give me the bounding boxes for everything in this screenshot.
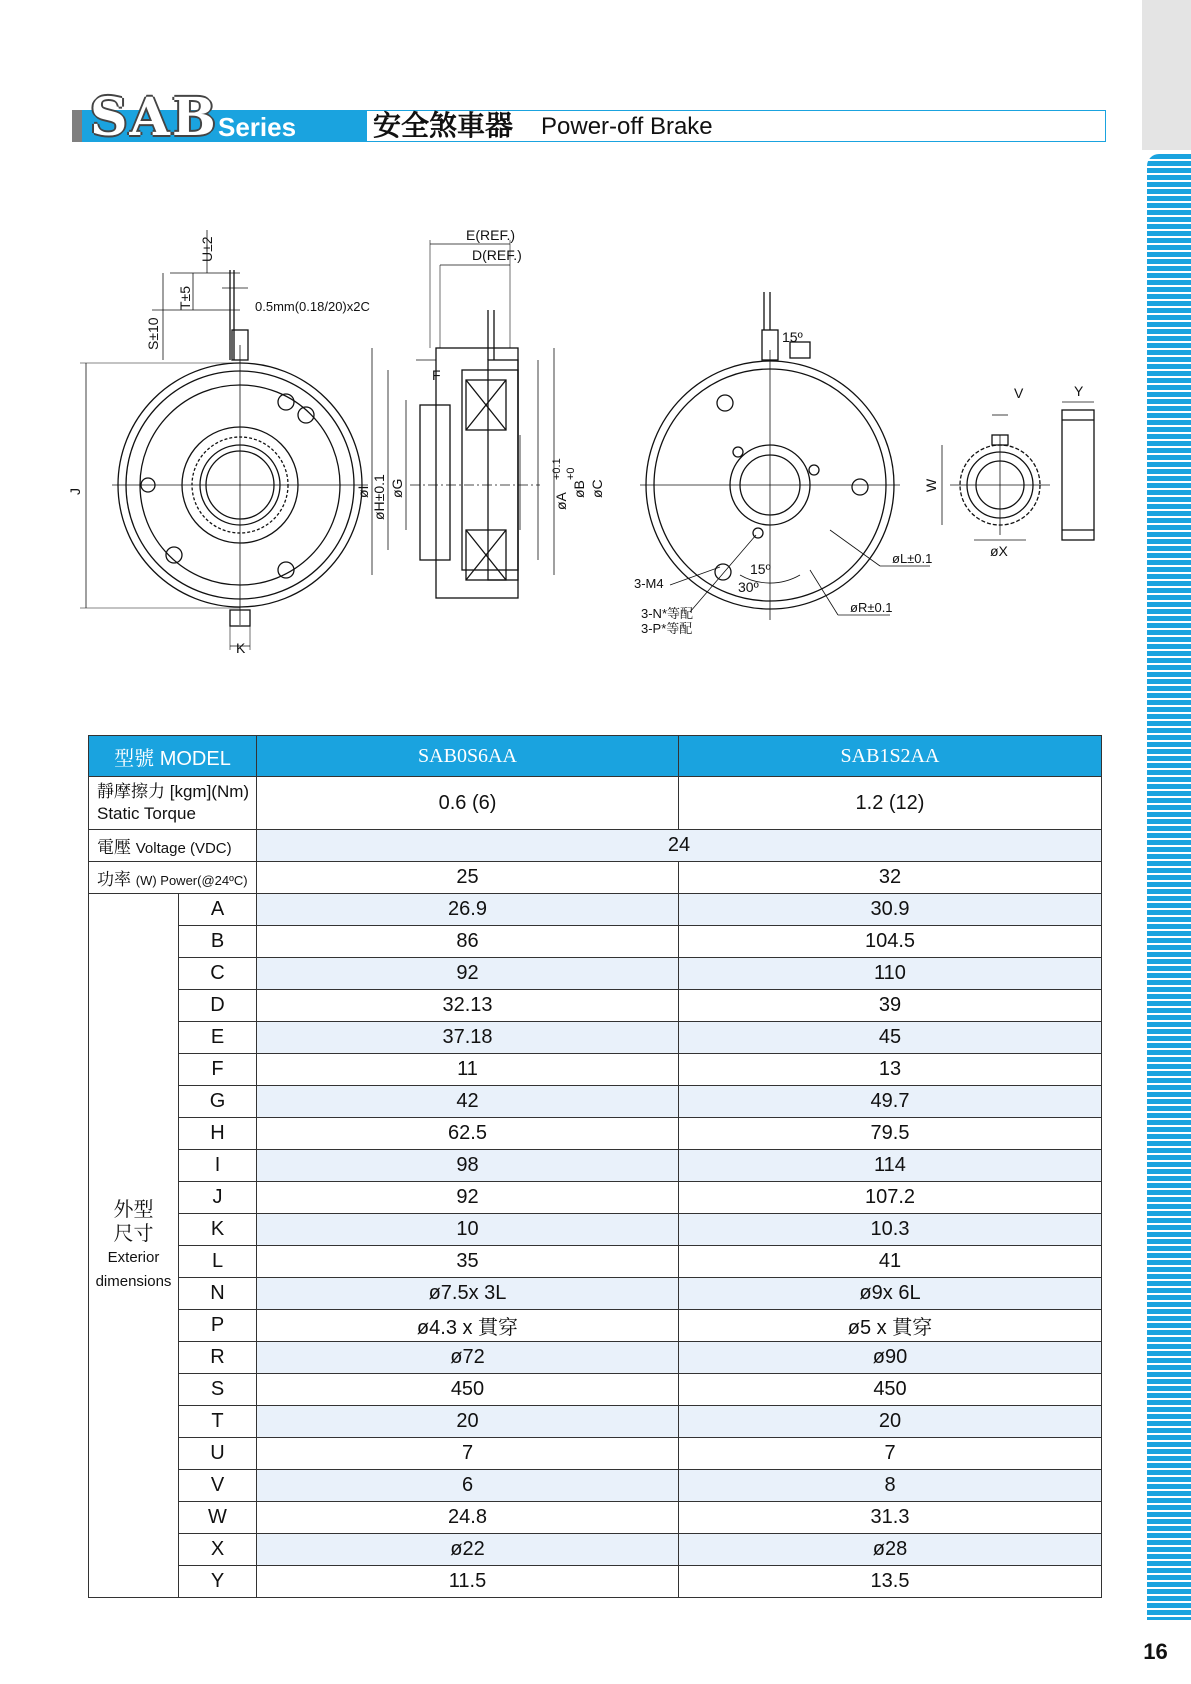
dimension-key: E [179, 1022, 257, 1054]
dimension-value-2: 79.5 [679, 1118, 1102, 1150]
table-row [89, 1566, 1102, 1598]
dimension-key: A [179, 894, 257, 926]
dimension-value-1: ø7.5x 3L [257, 1278, 679, 1310]
ext-en-1: Exterior [107, 1248, 160, 1266]
model-header [89, 736, 257, 777]
dimension-value-2: ø9x 6L [679, 1278, 1102, 1310]
table-row [89, 1086, 1102, 1118]
side-striped-bar [1147, 154, 1191, 1684]
table-row [89, 1278, 1102, 1310]
dimension-key: H [179, 1118, 257, 1150]
dimension-value-2: 30.9 [679, 894, 1102, 926]
dimension-value-2: 114 [679, 1150, 1102, 1182]
dimension-value-1: ø72 [257, 1342, 679, 1374]
table-row-power [89, 862, 1102, 894]
power-value-1: 25 [257, 862, 679, 894]
dimension-key: I [179, 1150, 257, 1182]
label-r: øR±0.1 [850, 600, 893, 615]
label-e: E(REF.) [466, 227, 515, 243]
table-row [89, 1118, 1102, 1150]
ext-en-2: dimensions [95, 1272, 172, 1290]
table-row [89, 1182, 1102, 1214]
table-row-torque [89, 777, 1102, 830]
side-grey-block [1142, 0, 1191, 150]
dimension-key: L [179, 1246, 257, 1278]
dimension-value-2: ø28 [679, 1534, 1102, 1566]
label-angle15: 15º [750, 561, 771, 577]
power-value-2: 32 [679, 862, 1102, 894]
dimension-key: G [179, 1086, 257, 1118]
dimension-value-1: 98 [257, 1150, 679, 1182]
dimension-value-2: ø5 x 貫穿 [679, 1310, 1102, 1342]
dimension-value-1: 20 [257, 1406, 679, 1438]
model-header-cn: 型號 [114, 747, 155, 770]
technical-drawing [67, 227, 1110, 670]
dimension-key: K [179, 1214, 257, 1246]
table-header-row [89, 736, 1102, 777]
label-a-tol2: +0 [565, 467, 577, 480]
side-section-view [372, 240, 554, 598]
torque-cn: 靜摩擦力 [97, 782, 165, 801]
label-v: V [1014, 385, 1024, 401]
dimension-value-1: 86 [257, 926, 679, 958]
dimension-value-1: 24.8 [257, 1502, 679, 1534]
dimension-key: X [179, 1534, 257, 1566]
voltage-label [89, 830, 257, 862]
dimension-value-1: ø22 [257, 1534, 679, 1566]
table-row [89, 1246, 1102, 1278]
dimension-value-1: 62.5 [257, 1118, 679, 1150]
dimension-value-1: 7 [257, 1438, 679, 1470]
label-s: S±10 [145, 317, 161, 350]
page-title-en: Power-off Brake [541, 113, 713, 140]
dimension-key: J [179, 1182, 257, 1214]
model-header-en: MODEL [159, 747, 231, 770]
ext-cn-1: 外型 [113, 1198, 154, 1221]
voltage-en: Voltage (VDC) [135, 840, 232, 857]
page-number: 16 [1120, 1620, 1191, 1684]
dimension-value-2: 107.2 [679, 1182, 1102, 1214]
torque-en: Static Torque [97, 804, 196, 823]
label-t: T±5 [177, 285, 193, 310]
dimension-value-1: 42 [257, 1086, 679, 1118]
label-p: 3-P*等配 [641, 621, 693, 636]
table-row [89, 1470, 1102, 1502]
model-col-1: SAB0S6AA [257, 736, 679, 777]
table-row [89, 1534, 1102, 1566]
dimension-value-2: 8 [679, 1470, 1102, 1502]
dimension-value-2: 13 [679, 1054, 1102, 1086]
dimension-value-2: 49.7 [679, 1086, 1102, 1118]
label-y: Y [1074, 383, 1084, 399]
dimension-value-2: 45 [679, 1022, 1102, 1054]
table-row [89, 894, 1102, 926]
dimension-value-1: 37.18 [257, 1022, 679, 1054]
dimension-value-1: 11.5 [257, 1566, 679, 1598]
dimension-key: T [179, 1406, 257, 1438]
dimension-value-1: 32.13 [257, 990, 679, 1022]
dimension-value-1: 450 [257, 1374, 679, 1406]
dimension-key: Y [179, 1566, 257, 1598]
label-wire: 0.5mm(0.18/20)x2C [255, 299, 370, 314]
dimension-value-2: 31.3 [679, 1502, 1102, 1534]
dimension-value-1: 11 [257, 1054, 679, 1086]
dimension-key: W [179, 1502, 257, 1534]
label-a-tol: +0.1 [551, 458, 563, 480]
dimension-value-2: 13.5 [679, 1566, 1102, 1598]
label-l: øL±0.1 [892, 551, 933, 566]
table-row-voltage [89, 830, 1102, 862]
dimension-value-2: 104.5 [679, 926, 1102, 958]
voltage-value: 24 [257, 830, 1102, 862]
dimension-key: F [179, 1054, 257, 1086]
table-row [89, 1310, 1102, 1342]
dimension-value-2: 7 [679, 1438, 1102, 1470]
label-m4: 3-M4 [634, 576, 664, 591]
label-n: 3-N*等配 [641, 606, 694, 621]
torque-unit: [kgm](Nm) [169, 782, 250, 801]
power-cn: 功率 [97, 870, 131, 889]
label-c: øC [589, 479, 605, 498]
table-row [89, 1374, 1102, 1406]
dimension-value-1: 26.9 [257, 894, 679, 926]
dimension-value-2: 20 [679, 1406, 1102, 1438]
table-row [89, 1502, 1102, 1534]
dimension-value-1: 6 [257, 1470, 679, 1502]
dimension-key: P [179, 1310, 257, 1342]
series-word: Series [218, 112, 297, 142]
table-row [89, 926, 1102, 958]
table-row [89, 1022, 1102, 1054]
table-row [89, 990, 1102, 1022]
dimension-key: S [179, 1374, 257, 1406]
hub-views [942, 402, 1094, 540]
dimension-key: U [179, 1438, 257, 1470]
dimension-value-2: 450 [679, 1374, 1102, 1406]
header-accent-grey [72, 110, 82, 142]
dimension-value-2: 10.3 [679, 1214, 1102, 1246]
voltage-cn: 電壓 [97, 838, 131, 857]
table-row [89, 1150, 1102, 1182]
label-j: J [67, 488, 83, 495]
series-logo: SAB [90, 87, 218, 148]
label-a: øA [553, 492, 569, 510]
label-k: K [236, 640, 246, 656]
dimension-value-1: 35 [257, 1246, 679, 1278]
torque-value-2: 1.2 (12) [679, 777, 1102, 830]
power-label [89, 862, 257, 894]
label-b: øB [571, 480, 587, 498]
dimension-value-2: ø90 [679, 1342, 1102, 1374]
table-row [89, 1342, 1102, 1374]
label-angle30: 30º [738, 579, 759, 595]
dimension-key: B [179, 926, 257, 958]
label-h: øH±0.1 [371, 474, 387, 520]
model-col-2: SAB1S2AA [679, 736, 1102, 777]
dimension-value-1: 92 [257, 1182, 679, 1214]
ext-cn-2: 尺寸 [113, 1222, 154, 1245]
dimension-value-1: 10 [257, 1214, 679, 1246]
dimension-key: D [179, 990, 257, 1022]
table-row [89, 1438, 1102, 1470]
table-row [89, 1054, 1102, 1086]
exterior-dimensions-label [89, 894, 179, 1598]
dimension-key: C [179, 958, 257, 990]
dimension-key: V [179, 1470, 257, 1502]
torque-value-1: 0.6 (6) [257, 777, 679, 830]
table-row [89, 1406, 1102, 1438]
table-row [89, 958, 1102, 990]
front-view [80, 230, 368, 650]
dimension-value-2: 39 [679, 990, 1102, 1022]
power-en: (W) Power(@24ºC) [135, 873, 248, 888]
torque-label [89, 777, 257, 830]
label-d: D(REF.) [472, 247, 522, 263]
label-w: W [923, 478, 939, 492]
dimension-key: R [179, 1342, 257, 1374]
label-i: øI [355, 485, 371, 498]
dimension-value-2: 110 [679, 958, 1102, 990]
label-u: U±2 [199, 236, 215, 262]
label-angle15-top: 15º [782, 329, 803, 345]
label-x: øX [990, 543, 1008, 559]
dimension-value-2: 41 [679, 1246, 1102, 1278]
label-g: øG [389, 478, 405, 498]
spec-table [88, 735, 1102, 1598]
dimension-value-1: 92 [257, 958, 679, 990]
table-row [89, 1214, 1102, 1246]
dimension-key: N [179, 1278, 257, 1310]
dimension-value-1: ø4.3 x 貫穿 [257, 1310, 679, 1342]
page-title-cn: 安全煞車器 [373, 110, 514, 141]
label-f: F [432, 367, 441, 383]
